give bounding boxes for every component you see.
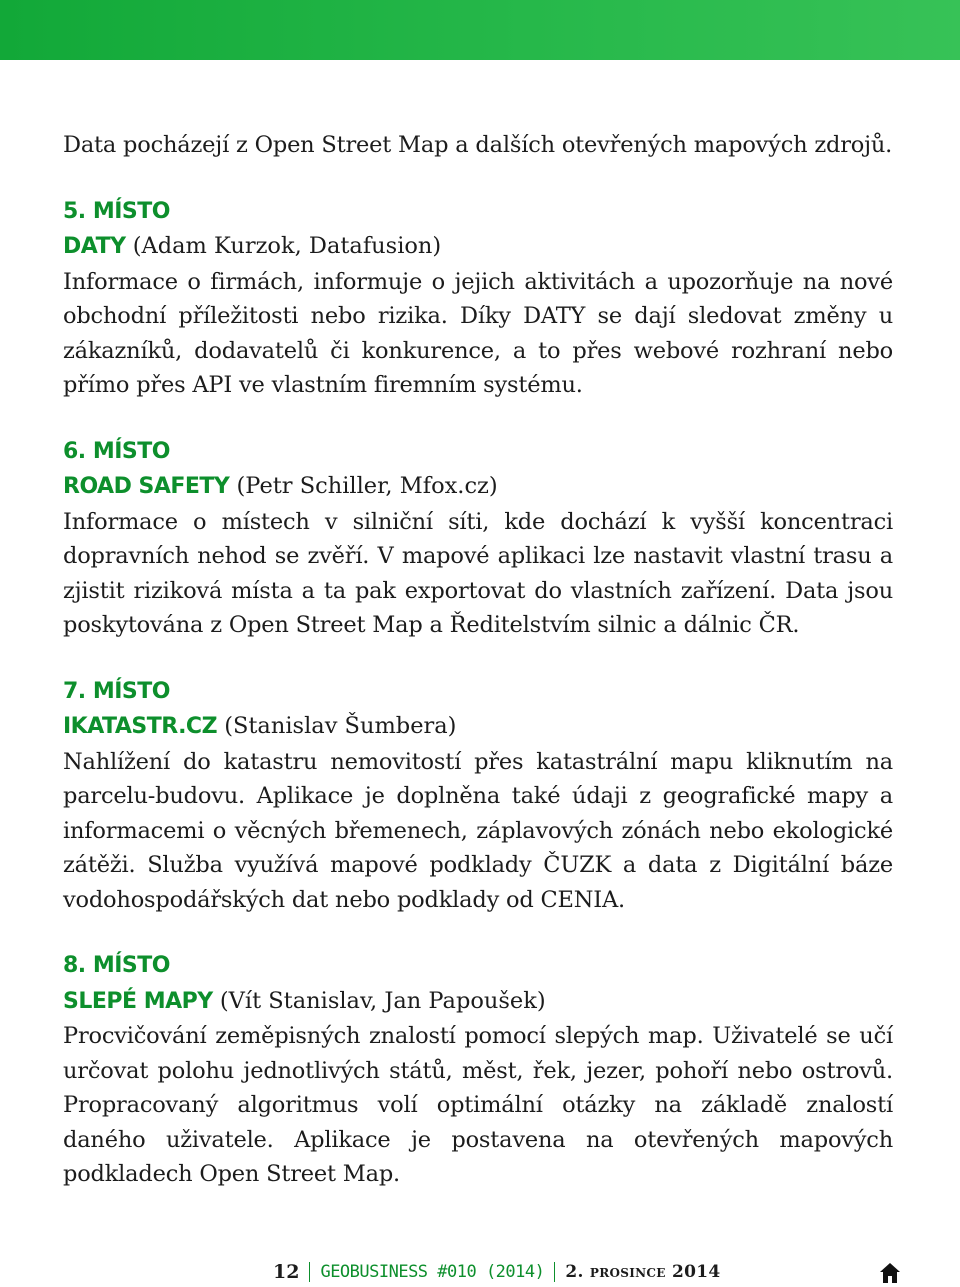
section-text: Nahlížení do katastru nemovitostí přes katastrální mapu kliknutím na parcelu-budovu. Aplikace je doplněna také údaji z geografické mapy a informacemi o věcných břemenech, záplavových zónách nebo ekologické zátěži. Služba využívá mapové podklady ČUZK a data z Digitální báze vodohospodářských dat nebo podklady od CENIA. (63, 748, 893, 913)
app-authors: (Adam Kurzok, Datafusion) (132, 233, 442, 259)
app-name: IKATASTR.CZ (63, 714, 218, 739)
app-name: SLEPÉ MAPY (63, 988, 213, 1014)
app-title-line (63, 984, 893, 1020)
section-heading: 8. MÍSTO (63, 953, 170, 978)
section-place-8 (63, 949, 893, 1192)
section-place-7 (63, 675, 893, 918)
app-authors: (Vít Stanislav, Jan Papoušek) (219, 987, 546, 1014)
app-title-line (63, 709, 893, 745)
app-title-line (63, 229, 893, 265)
footer-line (273, 1258, 720, 1286)
app-name: DATY (63, 234, 126, 259)
section-text: Informace o firmách, informuje o jejich aktivitách a upozorňuje na nové obchodní příležitosti nebo rizika. Díky DATY se dají sledovat změny u zákazníků, dodavatelů či konkurence, a to přes webové rozhraní nebo přímo přes API ve vlastním firemním systému. (63, 268, 893, 398)
issue-date: 2. prosince 2014 (565, 1262, 721, 1282)
home-icon[interactable] (879, 1262, 901, 1284)
page-number: 12 (273, 1261, 300, 1283)
section-heading: 5. MÍSTO (63, 198, 170, 224)
app-authors: (Stanislav Šumbera) (224, 713, 457, 739)
section-heading: 6. MÍSTO (63, 438, 170, 464)
section-heading: 7. MÍSTO (63, 678, 170, 704)
section-text: Procvičování zeměpisných znalostí pomocí slepých map. Uživatelé se učí určovat polohu jednotlivých států, měst, řek, jezer, pohoří nebo ostrovů. Propracovaný algoritmus volí optimální otázky na základě znalostí daného uživatele. Aplikace je postavena na otevřených mapových podkladech Open Street Map. (63, 1023, 893, 1187)
app-name: ROAD SAFETY (63, 474, 230, 499)
section-place-5 (63, 195, 893, 403)
page-footer (0, 1258, 960, 1287)
section-place-6 (63, 435, 893, 643)
article-content (63, 128, 893, 1192)
app-authors: (Petr Schiller, Mfox.cz) (236, 473, 498, 499)
app-title-line (63, 469, 893, 505)
publication-name: GEOBUSINESS #010 (2014) (320, 1262, 545, 1282)
top-color-bar (0, 0, 960, 60)
footer-separator (309, 1262, 310, 1282)
footer-separator (554, 1262, 555, 1282)
intro-paragraph: Data pocházejí z Open Street Map a dalších otevřených mapových zdrojů. (63, 132, 893, 158)
section-text: Informace o místech v silniční síti, kde dochází k vyšší koncentraci dopravních nehod se zvěří. V mapové aplikaci lze nastavit vlastní trasu a zjistit riziková místa a ta pak exportovat do vlastních zařízení. Data jsou poskytována z Open Street Map a Ředitelstvím silnic a dálnic ČR. (63, 508, 893, 638)
